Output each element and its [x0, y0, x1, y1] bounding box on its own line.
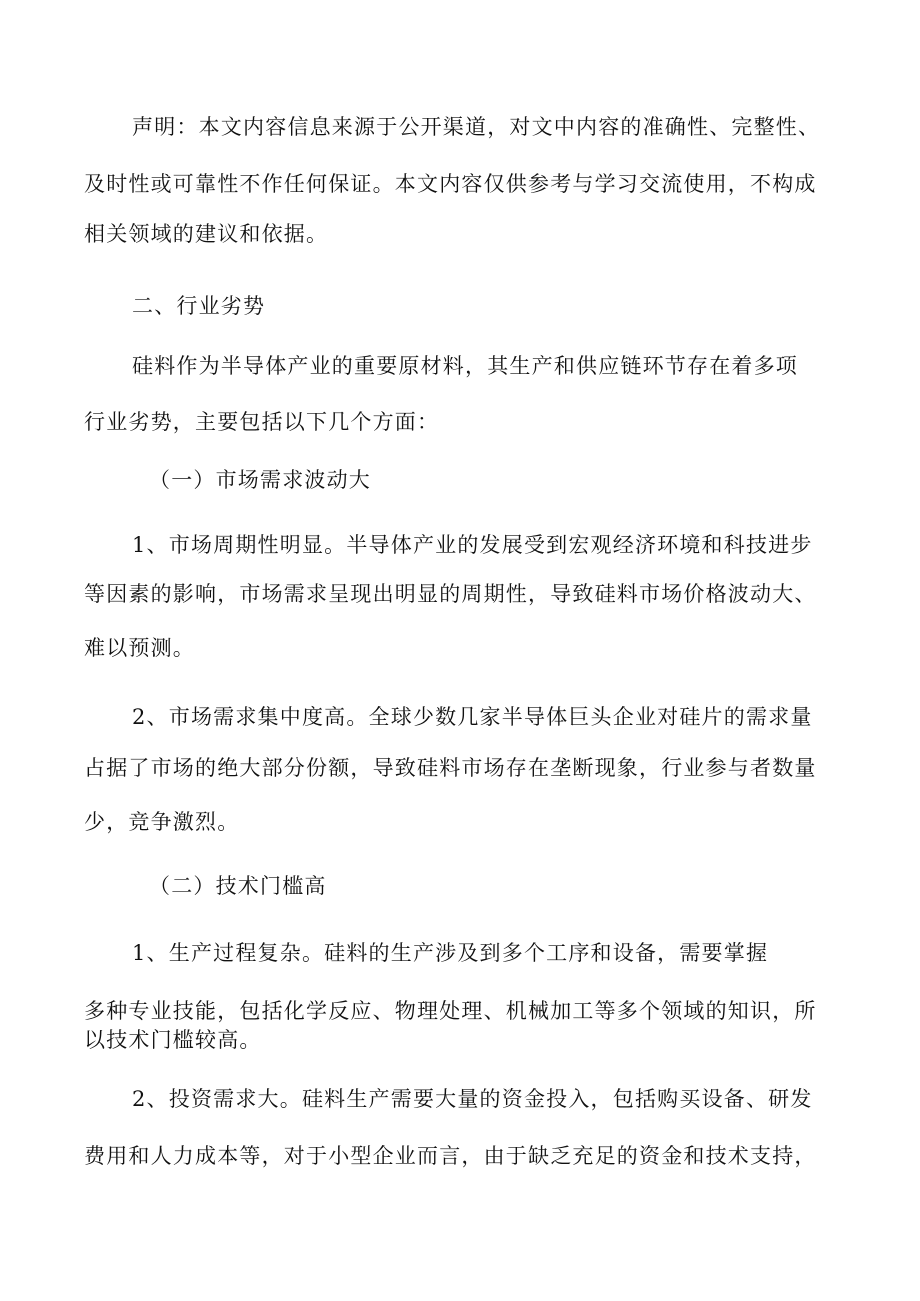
- text-line: 1、生产过程复杂。硅料的生产涉及到多个工序和设备，需要掌握: [132, 941, 769, 965]
- text-line: 1、市场周期性明显。半导体产业的发展受到宏观经济环境和科技进步: [132, 533, 813, 557]
- text-line: 费用和人力成本等，对于小型企业而言，由于缺乏充足的资金和技术支持，: [84, 1144, 817, 1168]
- subsection-heading: （一）市场需求波动大: [149, 468, 371, 492]
- text-line: 少，竞争激烈。: [84, 810, 240, 834]
- text-line: 占据了市场的绝大部分份额，导致硅料市场存在垄断现象，行业参与者数量: [84, 756, 817, 780]
- text-line: 以技术门槛较高。: [84, 1028, 262, 1052]
- text-line: 难以预测。: [84, 636, 195, 660]
- text-line: 声明：本文内容信息来源于公开渠道，对文中内容的准确性、完整性、: [132, 115, 821, 139]
- text-line: 及时性或可靠性不作任何保证。本文内容仅供参考与学习交流使用，不构成: [84, 172, 817, 196]
- text-line: 硅料作为半导体产业的重要原材料，其生产和供应链环节存在着多项: [132, 354, 798, 378]
- subsection-heading: （二）技术门槛高: [149, 874, 327, 898]
- text-line: 等因素的影响，市场需求呈现出明显的周期性，导致硅料市场价格波动大、: [84, 582, 817, 606]
- text-line: 相关领域的建议和依据。: [84, 222, 329, 246]
- text-line: 多种专业技能，包括化学反应、物理处理、机械加工等多个领域的知识，所: [84, 999, 817, 1023]
- text-line: 行业劣势，主要包括以下几个方面：: [84, 410, 440, 434]
- section-heading: 二、行业劣势: [132, 294, 266, 318]
- text-line: 2、市场需求集中度高。全球少数几家半导体巨头企业对硅片的需求量: [132, 705, 813, 729]
- text-line: 2、投资需求大。硅料生产需要大量的资金投入，包括购买设备、研发: [132, 1087, 813, 1111]
